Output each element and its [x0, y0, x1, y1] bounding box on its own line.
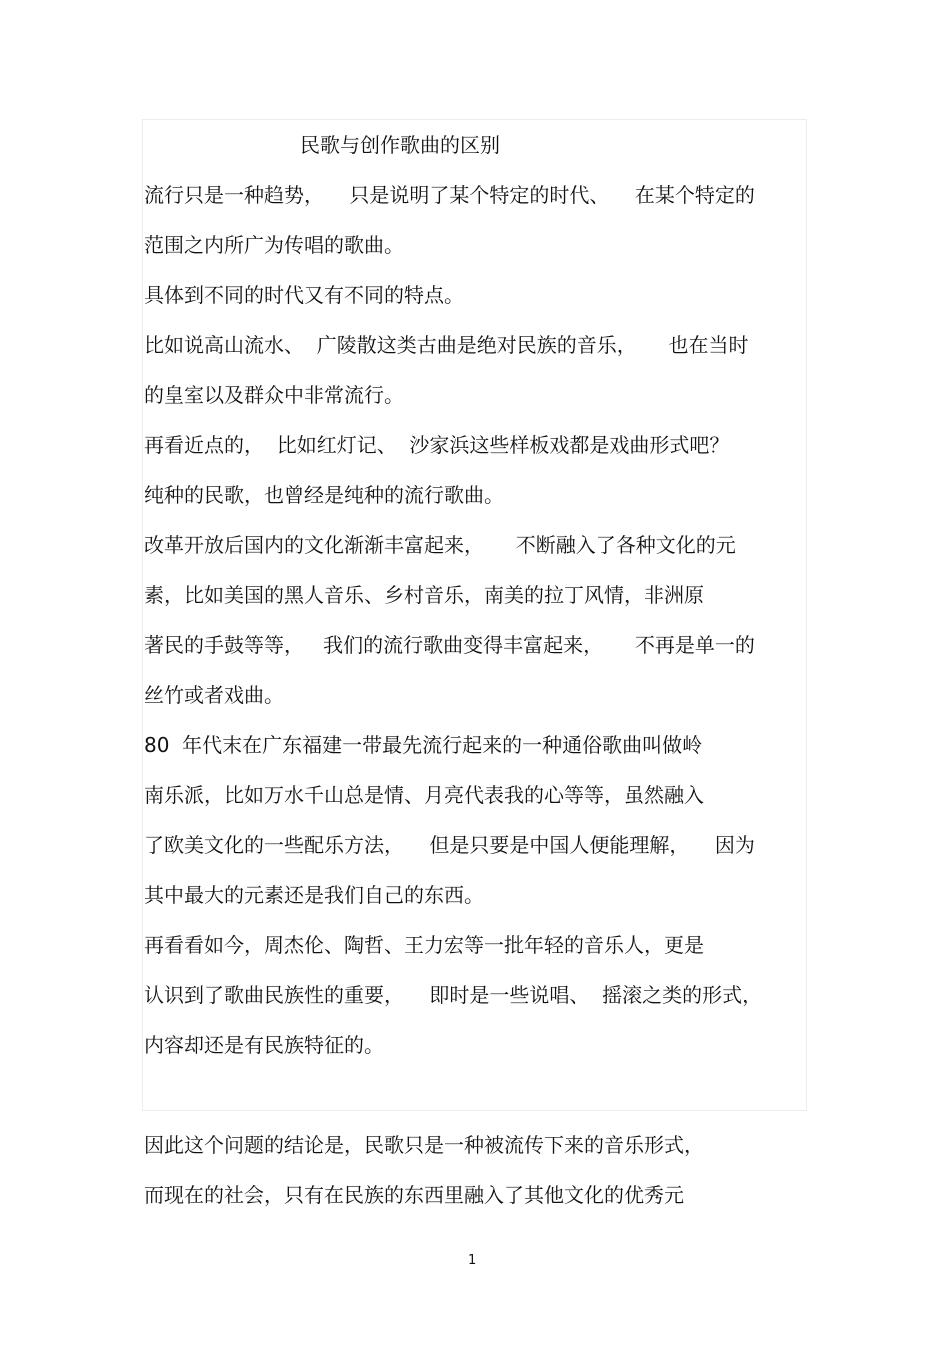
text-line: 具体到不同的时代又有不同的特点。	[144, 283, 464, 307]
text-line: 比如说高山流水、 广陵散这类古曲是绝对民族的音乐， 也在当时	[144, 333, 749, 357]
page-frame	[142, 119, 807, 1111]
text-line: 改革开放后国内的文化渐渐丰富起来， 不断融入了各种文化的元	[144, 533, 736, 557]
text-line: 内容却还是有民族特征的。	[144, 1033, 384, 1057]
document-title: 民歌与创作歌曲的区别	[300, 133, 500, 157]
text-line: 著民的手鼓等等， 我们的流行歌曲变得丰富起来， 不再是单一的	[144, 633, 755, 657]
text-line: 素，比如美国的黑人音乐、乡村音乐，南美的拉丁风情，非洲原	[144, 583, 704, 607]
text-line: 其中最大的元素还是我们自己的东西。	[144, 883, 484, 907]
text-line: 南乐派，比如万水千山总是情、月亮代表我的心等等，虽然融入	[144, 783, 704, 807]
text-line: 了欧美文化的一些配乐方法， 但是只要是中国人便能理解， 因为	[144, 833, 755, 857]
text-line: 而现在的社会，只有在民族的东西里融入了其他文化的优秀元	[144, 1183, 684, 1207]
page-number: 1	[468, 1253, 477, 1268]
text-line: 丝竹或者戏曲。	[144, 683, 284, 707]
text-line: 范围之内所广为传唱的歌曲。	[144, 233, 404, 257]
text-line: 因此这个问题的结论是，民歌只是一种被流传下来的音乐形式，	[144, 1133, 704, 1157]
text-line: 再看看如今，周杰伦、陶哲、王力宏等一批年轻的音乐人，更是	[144, 933, 704, 957]
text-line: 的皇室以及群众中非常流行。	[144, 383, 404, 407]
text-line: 认识到了歌曲民族性的重要， 即时是一些说唱、 摇滚之类的形式，	[144, 983, 763, 1007]
text-line: 流行只是一种趋势， 只是说明了某个特定的时代、 在某个特定的	[144, 183, 755, 207]
text-line: 80 年代末在广东福建一带最先流行起来的一种通俗歌曲叫做岭	[144, 733, 703, 757]
text-line: 再看近点的， 比如红灯记、 沙家浜这些样板戏都是戏曲形式吧？	[144, 433, 730, 457]
text-line: 纯种的民歌，也曾经是纯种的流行歌曲。	[144, 483, 504, 507]
